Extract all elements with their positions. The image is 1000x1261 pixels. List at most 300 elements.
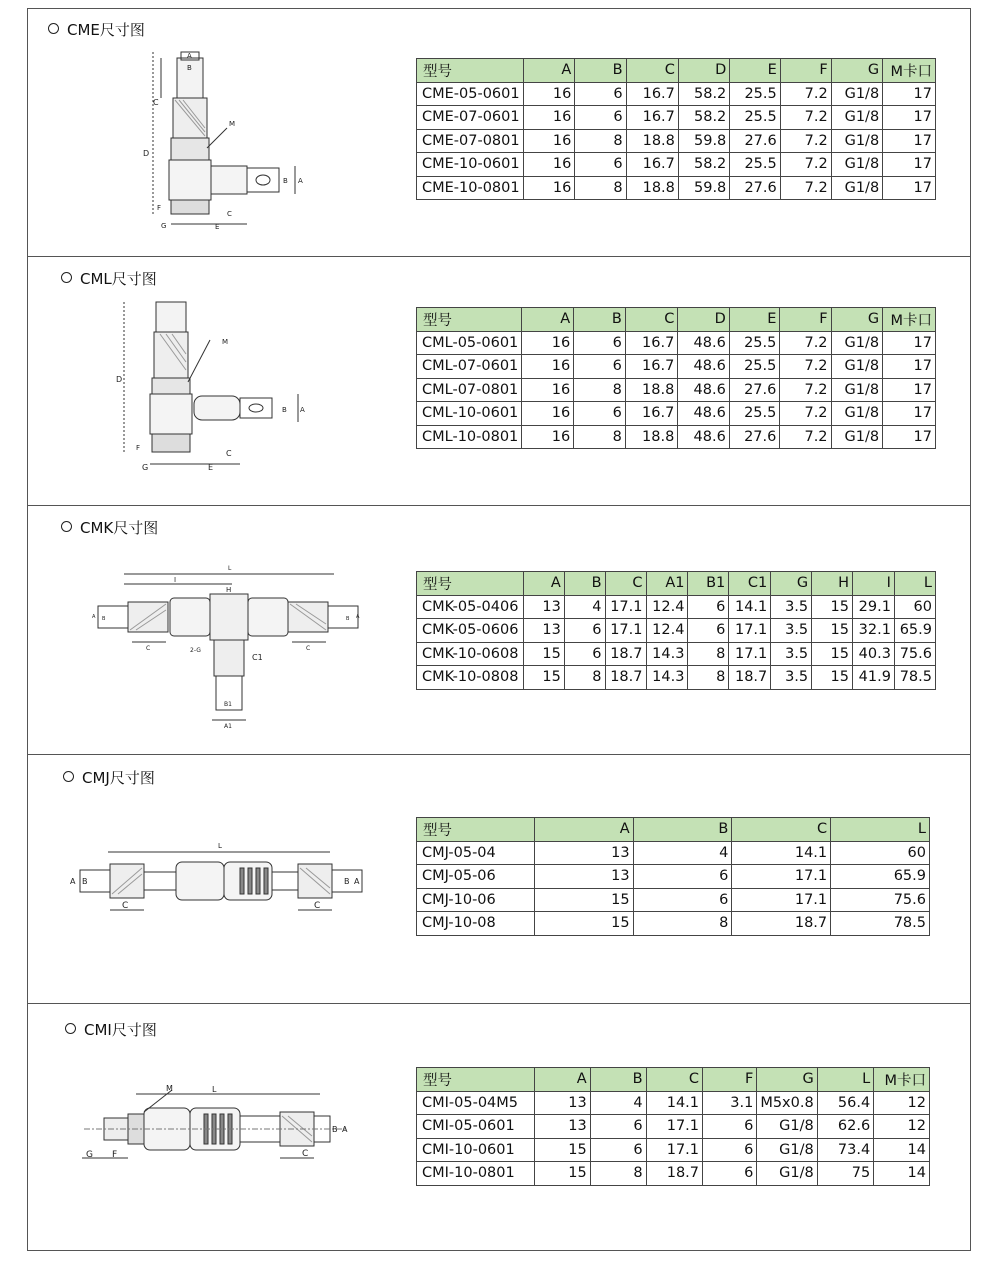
table-cell: 15: [534, 1162, 590, 1186]
table-cell: 14: [874, 1162, 930, 1186]
spec-table-cmi: [416, 1067, 930, 1186]
dimension-label: F: [112, 1150, 118, 1160]
table-cell: G1/8: [831, 82, 883, 106]
table-cell: 6: [574, 355, 626, 379]
table-cell: 60: [831, 841, 930, 865]
table-cell: G1/8: [831, 129, 883, 153]
table-cell: 6: [703, 1138, 757, 1162]
table-row: [417, 912, 930, 936]
table-cell: 6: [590, 1138, 646, 1162]
table-cell: 8: [633, 912, 732, 936]
table-cell: 7.2: [780, 82, 831, 106]
table-header: C: [625, 308, 677, 332]
dimension-label: E: [215, 223, 220, 231]
table-cell: 6: [564, 642, 605, 666]
table-cell: 16: [522, 425, 574, 449]
spec-table-cme: [416, 58, 936, 200]
dimension-label: A: [187, 52, 192, 60]
table-header: L: [831, 818, 930, 842]
table-cell: 17: [883, 402, 936, 426]
table-cell: G1/8: [831, 402, 883, 426]
table-cell: 15: [534, 912, 633, 936]
table-cell: 17.1: [646, 1138, 702, 1162]
table-cell: 6: [575, 82, 626, 106]
table-cell: 7.2: [780, 331, 831, 355]
table-header: H: [812, 572, 853, 596]
table-cell: 15: [812, 666, 853, 690]
table-header: G: [757, 1068, 817, 1092]
table-cell: 12.4: [646, 595, 688, 619]
section-title-cml: CML尺寸图: [61, 268, 157, 289]
circle-bullet-icon: [65, 1023, 76, 1034]
table-row: [417, 378, 936, 402]
table-row: [417, 106, 936, 130]
dimension-label: M: [222, 338, 229, 346]
table-row: [417, 82, 936, 106]
table-header: A: [523, 59, 575, 83]
table-cell: CME-05-0601: [417, 82, 524, 106]
dimension-label: H: [226, 586, 232, 594]
table-header: E: [730, 59, 780, 83]
table-cell: CMJ-05-06: [417, 865, 535, 889]
table-cell: 17: [883, 153, 936, 177]
table-cell: 13: [534, 865, 633, 889]
table-cell: CML-05-0601: [417, 331, 522, 355]
table-row: [417, 153, 936, 177]
table-cell: 17.1: [729, 642, 771, 666]
table-cell: 17: [883, 425, 936, 449]
dimension-label: G: [142, 463, 149, 472]
dimension-label: A: [300, 406, 305, 414]
table-cell: CMK-05-0406: [417, 595, 524, 619]
table-cell: 18.8: [625, 378, 677, 402]
table-cell: G1/8: [757, 1138, 817, 1162]
dimension-label: B: [346, 616, 350, 622]
dimension-label: C: [153, 98, 159, 107]
table-cell: 6: [574, 331, 626, 355]
dimension-label: B: [282, 406, 287, 414]
table-row: [417, 425, 936, 449]
table-cell: 17.1: [729, 619, 771, 643]
table-cell: 16.7: [626, 82, 678, 106]
table-header: A: [522, 308, 574, 332]
table-row: [417, 402, 936, 426]
table-cell: 17: [883, 331, 936, 355]
table-cell: 48.6: [678, 378, 730, 402]
dimension-label: F: [136, 444, 141, 452]
dimension-label: B: [187, 64, 192, 72]
table-cell: 60: [894, 595, 935, 619]
table-cell: 7.2: [780, 106, 831, 130]
table-cell: 15: [523, 642, 564, 666]
table-header: C: [605, 572, 646, 596]
table-cell: 18.8: [626, 129, 678, 153]
table-cell: 6: [590, 1115, 646, 1139]
table-cell: 4: [633, 841, 732, 865]
table-cell: 17: [883, 82, 936, 106]
table-cell: 7.2: [780, 402, 831, 426]
dimension-label: A: [298, 177, 303, 185]
section-divider: [27, 754, 971, 755]
dimension-label: C1: [252, 653, 263, 662]
table-cell: CMI-05-04M5: [417, 1091, 535, 1115]
table-cell: 41.9: [852, 666, 894, 690]
table-cell: 48.6: [678, 402, 730, 426]
table-cell: 12: [874, 1115, 930, 1139]
table-header: E: [729, 308, 780, 332]
table-cell: 7.2: [780, 355, 831, 379]
table-cell: 18.7: [732, 912, 831, 936]
table-header: M卡口: [874, 1068, 930, 1092]
table-header: 型号: [417, 818, 535, 842]
table-header: A1: [646, 572, 688, 596]
dimension-label: L: [218, 842, 222, 850]
cmk-dimension-drawing: [88, 560, 363, 730]
spec-table-cmj: [416, 817, 930, 936]
dimension-label: L: [212, 1085, 217, 1094]
table-cell: 18.7: [605, 666, 646, 690]
table-row: [417, 331, 936, 355]
table-cell: 16: [523, 82, 575, 106]
table-cell: 17.1: [732, 888, 831, 912]
table-cell: CME-07-0601: [417, 106, 524, 130]
table-header: C: [646, 1068, 702, 1092]
dimension-label: B: [332, 1125, 338, 1134]
table-cell: 15: [534, 888, 633, 912]
dimension-label: C: [306, 645, 311, 652]
table-cell: 58.2: [678, 106, 729, 130]
circle-bullet-icon: [63, 771, 74, 782]
table-cell: 7.2: [780, 129, 831, 153]
circle-bullet-icon: [61, 521, 72, 532]
table-cell: CMK-10-0608: [417, 642, 524, 666]
table-cell: 32.1: [852, 619, 894, 643]
table-cell: 78.5: [831, 912, 930, 936]
table-header: B: [633, 818, 732, 842]
table-cell: 8: [574, 425, 626, 449]
table-row: [417, 865, 930, 889]
table-header: B1: [688, 572, 729, 596]
table-cell: 27.6: [729, 425, 780, 449]
table-header: M卡口: [883, 308, 936, 332]
table-cell: 16.7: [625, 402, 677, 426]
table-cell: CML-10-0801: [417, 425, 522, 449]
table-cell: 6: [688, 595, 729, 619]
table-header: G: [831, 59, 883, 83]
table-cell: 7.2: [780, 176, 831, 200]
table-cell: 15: [812, 619, 853, 643]
table-cell: 17: [883, 378, 936, 402]
dimension-label: 2-G: [190, 647, 201, 654]
table-header: M卡口: [883, 59, 936, 83]
section-title-cmj: CMJ尺寸图: [63, 767, 155, 788]
table-cell: G1/8: [831, 425, 883, 449]
table-cell: 6: [633, 888, 732, 912]
table-row: [417, 1091, 930, 1115]
table-cell: CMJ-10-08: [417, 912, 535, 936]
table-cell: 17: [883, 176, 936, 200]
table-cell: 75.6: [831, 888, 930, 912]
spec-table-cml: [416, 307, 936, 449]
table-header-row: [417, 308, 936, 332]
dimension-label: B1: [224, 701, 232, 708]
table-cell: 15: [812, 642, 853, 666]
table-header-row: [417, 59, 936, 83]
table-cell: 16.7: [626, 153, 678, 177]
table-header: 型号: [417, 1068, 535, 1092]
cmi-dimension-drawing: [76, 1078, 356, 1164]
dimension-label: A: [356, 614, 360, 620]
spec-table-cmk: [416, 571, 936, 690]
table-cell: 3.5: [771, 666, 812, 690]
table-cell: CMI-10-0801: [417, 1162, 535, 1186]
section-title-cmi: CMI尺寸图: [65, 1019, 157, 1040]
table-cell: 14.1: [732, 841, 831, 865]
table-header: C: [732, 818, 831, 842]
table-cell: CMJ-05-04: [417, 841, 535, 865]
table-cell: 16: [522, 378, 574, 402]
table-row: [417, 129, 936, 153]
table-cell: G1/8: [831, 331, 883, 355]
table-cell: 7.2: [780, 378, 831, 402]
table-cell: 65.9: [831, 865, 930, 889]
table-header: A: [523, 572, 564, 596]
dimension-label: B: [82, 877, 88, 886]
table-cell: 16.7: [625, 331, 677, 355]
table-header: G: [831, 308, 883, 332]
table-row: [417, 666, 936, 690]
table-header: 型号: [417, 308, 522, 332]
table-cell: 6: [703, 1162, 757, 1186]
table-cell: G1/8: [831, 106, 883, 130]
dimension-label: D: [143, 149, 150, 158]
table-cell: CME-07-0801: [417, 129, 524, 153]
table-cell: 27.6: [730, 176, 780, 200]
table-row: [417, 642, 936, 666]
table-cell: G1/8: [757, 1115, 817, 1139]
table-cell: 58.2: [678, 153, 729, 177]
table-cell: 18.7: [646, 1162, 702, 1186]
table-cell: 16: [522, 402, 574, 426]
table-cell: 4: [564, 595, 605, 619]
table-cell: 3.5: [771, 595, 812, 619]
table-cell: CML-07-0601: [417, 355, 522, 379]
dimension-label: B: [102, 616, 106, 622]
table-cell: 75.6: [894, 642, 935, 666]
table-cell: CME-10-0801: [417, 176, 524, 200]
table-cell: 14.1: [646, 1091, 702, 1115]
dimension-label: C: [227, 210, 232, 218]
table-cell: 3.1: [703, 1091, 757, 1115]
table-cell: 16: [522, 331, 574, 355]
table-cell: 14: [874, 1138, 930, 1162]
section-divider: [27, 505, 971, 506]
table-cell: 29.1: [852, 595, 894, 619]
table-header: D: [678, 59, 729, 83]
table-cell: 7.2: [780, 153, 831, 177]
dimension-label: M: [229, 120, 236, 128]
table-header: F: [703, 1068, 757, 1092]
table-cell: 6: [703, 1115, 757, 1139]
dimension-label: B: [283, 177, 288, 185]
table-header: B: [590, 1068, 646, 1092]
table-cell: 16.7: [626, 106, 678, 130]
table-cell: 3.5: [771, 642, 812, 666]
table-header-row: [417, 1068, 930, 1092]
table-cell: 73.4: [817, 1138, 873, 1162]
table-header: A: [534, 1068, 590, 1092]
table-cell: 6: [575, 106, 626, 130]
dimension-label: A1: [224, 723, 232, 730]
table-cell: 25.5: [730, 153, 780, 177]
table-cell: 16: [523, 153, 575, 177]
dimension-label: C: [226, 449, 232, 458]
table-cell: G1/8: [831, 176, 883, 200]
table-cell: 16: [522, 355, 574, 379]
table-cell: 8: [574, 378, 626, 402]
table-cell: 78.5: [894, 666, 935, 690]
table-header: 型号: [417, 59, 524, 83]
table-header: D: [678, 308, 730, 332]
table-cell: 75: [817, 1162, 873, 1186]
table-row: [417, 888, 930, 912]
table-header: C: [626, 59, 678, 83]
table-header: L: [894, 572, 935, 596]
table-cell: 17: [883, 129, 936, 153]
dimension-label: F: [157, 204, 162, 212]
table-cell: 25.5: [729, 355, 780, 379]
section-divider: [27, 256, 971, 257]
table-cell: 15: [812, 595, 853, 619]
table-row: [417, 176, 936, 200]
table-cell: 14.1: [729, 595, 771, 619]
table-cell: CMI-05-0601: [417, 1115, 535, 1139]
table-cell: 18.8: [626, 176, 678, 200]
section-divider: [27, 1003, 971, 1004]
dimension-label: A: [342, 1125, 348, 1134]
table-cell: 17: [883, 355, 936, 379]
table-header: B: [574, 308, 626, 332]
table-header: A: [534, 818, 633, 842]
table-header: F: [780, 59, 831, 83]
table-cell: 18.7: [729, 666, 771, 690]
table-cell: 17.1: [605, 595, 646, 619]
section-title-cmk: CMK尺寸图: [61, 517, 158, 538]
table-row: [417, 1115, 930, 1139]
dimension-label: G: [86, 1150, 93, 1160]
table-header: B: [564, 572, 605, 596]
circle-bullet-icon: [61, 272, 72, 283]
table-cell: G1/8: [831, 355, 883, 379]
table-cell: 12: [874, 1091, 930, 1115]
table-cell: 65.9: [894, 619, 935, 643]
table-cell: 8: [590, 1162, 646, 1186]
table-cell: 48.6: [678, 331, 730, 355]
table-cell: G1/8: [831, 378, 883, 402]
dimension-label: I: [174, 576, 177, 584]
table-header-row: [417, 572, 936, 596]
dimension-label: A: [354, 877, 360, 886]
table-cell: 15: [523, 666, 564, 690]
table-cell: M5x0.8: [757, 1091, 817, 1115]
table-cell: CML-10-0601: [417, 402, 522, 426]
dimension-label: D: [116, 375, 123, 384]
table-cell: 7.2: [780, 425, 831, 449]
table-cell: 27.6: [729, 378, 780, 402]
table-cell: G1/8: [757, 1162, 817, 1186]
table-cell: 4: [590, 1091, 646, 1115]
table-cell: 13: [523, 619, 564, 643]
table-header: I: [852, 572, 894, 596]
table-cell: CML-07-0801: [417, 378, 522, 402]
table-header: C1: [729, 572, 771, 596]
table-cell: 58.2: [678, 82, 729, 106]
table-cell: 13: [523, 595, 564, 619]
table-cell: 16: [523, 176, 575, 200]
circle-bullet-icon: [48, 23, 59, 34]
table-cell: 25.5: [729, 402, 780, 426]
dimension-label: M: [166, 1084, 173, 1093]
table-cell: 13: [534, 1091, 590, 1115]
cmj-dimension-drawing: [68, 838, 368, 918]
table-cell: 13: [534, 841, 633, 865]
dimension-label: L: [228, 565, 232, 572]
table-cell: 6: [575, 153, 626, 177]
table-cell: 8: [575, 176, 626, 200]
table-cell: 12.4: [646, 619, 688, 643]
table-cell: 48.6: [678, 355, 730, 379]
table-header: L: [817, 1068, 873, 1092]
table-cell: 14.3: [646, 666, 688, 690]
section-title-cme: CME尺寸图: [48, 19, 145, 40]
table-cell: 48.6: [678, 425, 730, 449]
table-cell: 56.4: [817, 1091, 873, 1115]
table-cell: 8: [688, 666, 729, 690]
dimension-label: G: [161, 222, 167, 230]
table-cell: 18.8: [625, 425, 677, 449]
dimension-label: A: [70, 877, 76, 886]
table-cell: CME-10-0601: [417, 153, 524, 177]
table-row: [417, 355, 936, 379]
dimension-label: C: [146, 645, 151, 652]
table-cell: CMI-10-0601: [417, 1138, 535, 1162]
dimension-label: A: [92, 614, 96, 620]
dimension-label: C: [302, 1149, 309, 1159]
table-cell: 6: [633, 865, 732, 889]
table-header: B: [575, 59, 626, 83]
table-cell: CMK-10-0808: [417, 666, 524, 690]
table-header: G: [771, 572, 812, 596]
table-cell: CMK-05-0606: [417, 619, 524, 643]
dimension-label: C: [314, 901, 321, 911]
table-cell: 8: [564, 666, 605, 690]
table-cell: 62.6: [817, 1115, 873, 1139]
table-row: [417, 619, 936, 643]
table-cell: 3.5: [771, 619, 812, 643]
cme-dimension-drawing: [135, 48, 310, 233]
table-cell: 17.1: [605, 619, 646, 643]
table-cell: 27.6: [730, 129, 780, 153]
table-cell: 17.1: [732, 865, 831, 889]
table-cell: CMJ-10-06: [417, 888, 535, 912]
table-cell: 6: [688, 619, 729, 643]
table-row: [417, 841, 930, 865]
table-row: [417, 595, 936, 619]
table-cell: 13: [534, 1115, 590, 1139]
table-cell: 16: [523, 129, 575, 153]
table-header: F: [780, 308, 831, 332]
table-cell: 6: [564, 619, 605, 643]
